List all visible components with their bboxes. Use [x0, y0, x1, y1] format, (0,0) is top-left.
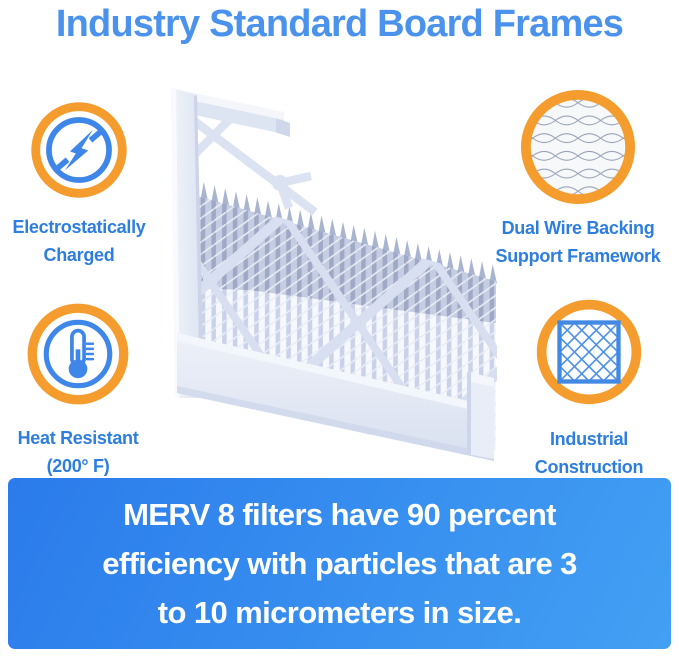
- wire-mesh-icon: [519, 88, 637, 206]
- feature-label-line: Support Framework: [495, 246, 661, 266]
- feature-heat-resistant: [0, 298, 163, 480]
- feature-wire-backing: [488, 88, 668, 270]
- feature-label-line: Dual Wire Backing: [501, 218, 655, 238]
- banner-line: MERV 8 filters have 90 percent: [123, 497, 556, 532]
- banner-line: efficiency with particles that are 3: [102, 546, 577, 581]
- feature-label-line: Industrial: [549, 429, 628, 449]
- banner-line: to 10 micrometers in size.: [157, 595, 522, 630]
- product-figure: [163, 60, 508, 480]
- feature-electrostatic: [0, 97, 164, 269]
- feature-label-line: Construction: [534, 457, 644, 477]
- lightning-bolt-icon: [26, 97, 132, 203]
- air-filter-illustration: [163, 60, 508, 480]
- page-title: Industry Standard Board Frames: [55, 3, 624, 45]
- diamond-lattice-icon: [531, 294, 647, 410]
- feature-label-line: Electrostatically: [12, 217, 146, 237]
- feature-label-line: (200° F): [46, 456, 110, 476]
- feature-label-line: Heat Resistant: [17, 428, 139, 448]
- feature-industrial: [499, 294, 679, 481]
- banner: [8, 478, 671, 649]
- thermometer-icon: [22, 298, 134, 410]
- feature-label-line: Charged: [43, 245, 115, 265]
